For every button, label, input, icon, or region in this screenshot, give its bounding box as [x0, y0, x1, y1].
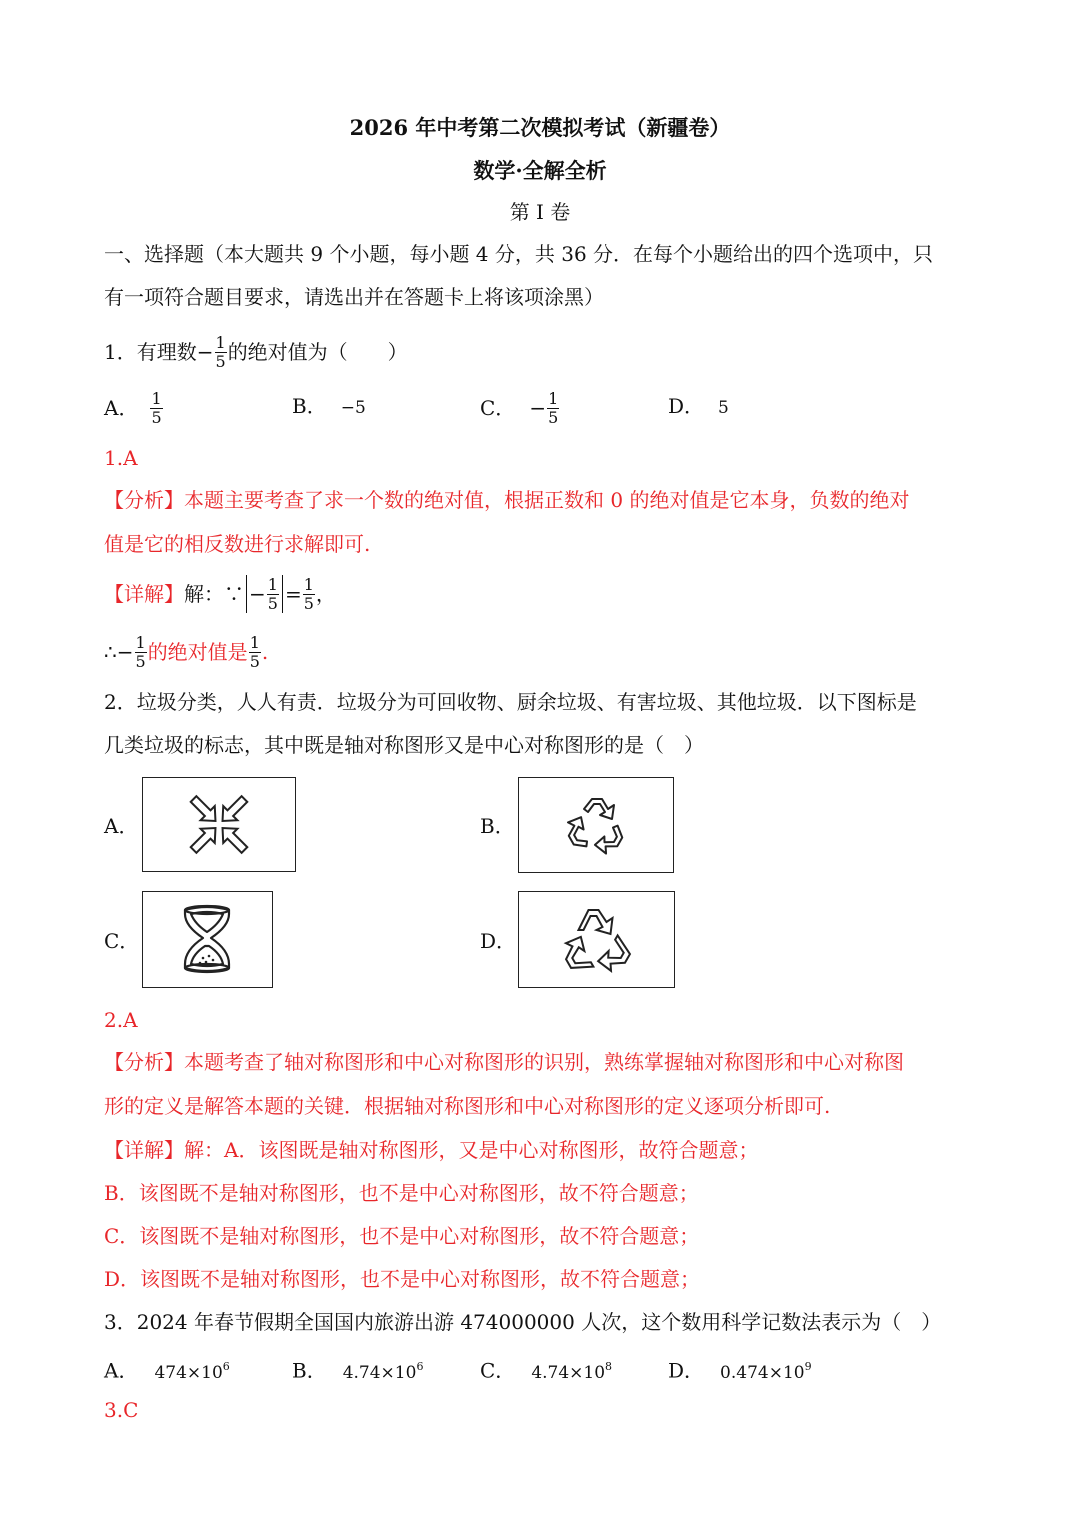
- q3-option-d: [668, 1353, 812, 1387]
- q1-analysis-line1: [104, 486, 909, 514]
- q3-option-a-exp: 6: [222, 1360, 230, 1373]
- q1-option-b: [292, 392, 366, 422]
- q1-analysis-tag: 【分析】: [104, 488, 184, 512]
- q2-detail-line1: [104, 1136, 758, 1164]
- q3-answer: 3.C: [104, 1398, 139, 1422]
- q1-therefore-rden: 5: [249, 651, 260, 671]
- q3-option-c-mantissa: 4.74×10: [531, 1362, 606, 1383]
- abs-bar-right: [282, 575, 283, 613]
- q1-detail-fraction: [267, 576, 279, 613]
- q3-stem: 3．2024 年春节假期全国国内旅游出游 474000000 人次，这个数用科学记数法表示为（ ）: [104, 1310, 942, 1334]
- q1-therefore-result-fraction: [249, 634, 261, 671]
- q2-option-b-figure: [518, 777, 674, 873]
- q1-option-d: [668, 392, 729, 422]
- q1-detail-result-fraction: [303, 576, 315, 613]
- exam-title: 2026 年中考第二次模拟考试（新疆卷）: [349, 115, 731, 140]
- abs-bar-left: [246, 575, 247, 613]
- q2-analysis-line1: [104, 1048, 904, 1076]
- q1-detail-eq: =: [284, 582, 302, 606]
- q2-option-a-letter: A．: [104, 814, 139, 838]
- q1-option-c: [480, 384, 560, 432]
- hourglass-icon: [143, 892, 272, 987]
- q1-option-b-letter: B．: [292, 394, 327, 418]
- volume-label: 第 I 卷: [509, 200, 571, 224]
- q1-therefore-fraction: [135, 634, 147, 671]
- q1-therefore: ∴: [104, 640, 117, 664]
- q2-option-c-figure: [142, 891, 273, 988]
- q1-fraction: [215, 334, 227, 371]
- q3-option-b: [292, 1353, 423, 1387]
- four-arrows-icon: [143, 778, 295, 871]
- q1-therefore-text: 的绝对值是: [147, 640, 248, 664]
- q3-option-c-letter: C．: [480, 1358, 516, 1383]
- q1-option-c-minus: −: [529, 396, 547, 420]
- q3-option-d-letter: D．: [668, 1358, 705, 1383]
- q3-option-b-letter: B．: [292, 1358, 327, 1383]
- recycle-small-icon: [519, 778, 673, 872]
- q3-option-d-exp: 9: [804, 1360, 812, 1373]
- q1-therefore-line: [104, 628, 268, 676]
- q2-analysis-text1: 本题考查了轴对称图形和中心对称图形的识别，熟练掌握轴对称图形和中心对称图: [184, 1050, 904, 1074]
- q3-option-c-exp: 8: [605, 1360, 613, 1373]
- q2-analysis-line2: 形的定义是解答本题的关键．根据轴对称图形和中心对称图形的定义逐项分析即可.: [104, 1094, 831, 1118]
- q1-fraction-num: 1: [215, 332, 226, 352]
- q2-detail-line2: B．该图既不是轴对称图形，也不是中心对称图形，故不符合题意；: [104, 1181, 699, 1205]
- q2-answer: 2.A: [104, 1008, 138, 1032]
- q1-detail-minus: −: [249, 582, 266, 606]
- q2-detail-text1: 解：A．该图既是轴对称图形，又是中心对称图形，故符合题意；: [184, 1138, 759, 1162]
- q1-option-a: [104, 384, 164, 432]
- q2-option-b-letter: B．: [480, 814, 515, 838]
- q1-analysis-line2: 值是它的相反数进行求解即可.: [104, 532, 371, 556]
- q1-minus: −: [196, 340, 214, 364]
- section-instructions-line2: 有一项符合题目要求，请选出并在答题卡上将该项涂黑）: [104, 285, 604, 309]
- q1-answer: 1.A: [104, 446, 138, 470]
- q2-analysis-tag: 【分析】: [104, 1050, 184, 1074]
- q3-option-d-mantissa: 0.474×10: [720, 1362, 805, 1383]
- q1-option-c-letter: C．: [480, 396, 516, 420]
- q1-fraction-den: 5: [215, 351, 226, 371]
- section-instructions-line1: 一、选择题（本大题共 9 个小题，每小题 4 分，共 36 分．在每个小题给出的四个选项中，只: [104, 242, 934, 266]
- q1-option-c-num: 1: [548, 388, 559, 408]
- q1-suffix: 的绝对值为（ ）: [227, 340, 408, 364]
- q2-option-c-letter: C．: [104, 929, 140, 953]
- q1-analysis-text1: 本题主要考查了求一个数的绝对值，根据正数和 0 的绝对值是它本身，负数的绝对: [184, 488, 910, 512]
- q2-stem-line1: 2．垃圾分类，人人有责．垃圾分为可回收物、厨余垃圾、有害垃圾、其他垃圾．以下图标是: [104, 690, 917, 714]
- q1-therefore-den: 5: [135, 651, 146, 671]
- q3-option-a-mantissa: 474×10: [154, 1362, 223, 1383]
- q2-option-a-figure: [142, 777, 296, 872]
- q2-detail-line4: D．该图既不是轴对称图形，也不是中心对称图形，故不符合题意；: [104, 1267, 701, 1291]
- q1-therefore-minus: −: [116, 640, 134, 664]
- q3-option-a-letter: A．: [104, 1358, 139, 1383]
- q2-option-d-letter: D．: [480, 929, 517, 953]
- exam-subtitle: 数学·全解全析: [473, 158, 607, 183]
- q1-detail-line: [104, 570, 336, 618]
- q3-option-c: [480, 1353, 612, 1387]
- q3-option-b-exp: 6: [416, 1360, 424, 1373]
- q1-prefix: 1．有理数: [104, 340, 197, 364]
- recycle-large-icon: [519, 892, 674, 987]
- q1-therefore-end: .: [261, 640, 269, 664]
- q1-option-c-den: 5: [548, 407, 559, 427]
- q1-option-a-den: 5: [151, 407, 162, 427]
- q2-detail-line3: C．该图既不是轴对称图形，也不是中心对称图形，故不符合题意；: [104, 1224, 700, 1248]
- q1-option-b-value: −5: [340, 398, 366, 418]
- q1-stem: [104, 328, 408, 376]
- q3-option-a: [104, 1353, 230, 1387]
- q1-detail-den: 5: [267, 593, 278, 613]
- q2-stem-line2: 几类垃圾的标志，其中既是轴对称图形又是中心对称图形的是（ ）: [104, 733, 704, 757]
- q3-option-b-mantissa: 4.74×10: [342, 1362, 417, 1383]
- q1-therefore-rnum: 1: [249, 632, 260, 652]
- q2-detail-tag: 【详解】: [104, 1138, 184, 1162]
- q1-detail-rden: 5: [303, 593, 314, 613]
- q1-detail-prefix: 解：∵: [184, 582, 244, 606]
- q1-detail-tag: 【详解】: [104, 582, 184, 606]
- q1-option-d-value: 5: [718, 398, 729, 418]
- q1-option-a-fraction: [150, 390, 162, 427]
- q1-option-c-fraction: [547, 390, 559, 427]
- q2-option-d-figure: [518, 891, 675, 988]
- q1-option-a-letter: A．: [104, 396, 139, 420]
- q1-detail-comma: ，: [315, 582, 336, 606]
- q1-detail-num: 1: [267, 574, 278, 594]
- q1-option-d-letter: D．: [668, 394, 705, 418]
- q1-detail-rnum: 1: [303, 574, 314, 594]
- q1-therefore-num: 1: [135, 632, 146, 652]
- q1-option-a-num: 1: [151, 388, 162, 408]
